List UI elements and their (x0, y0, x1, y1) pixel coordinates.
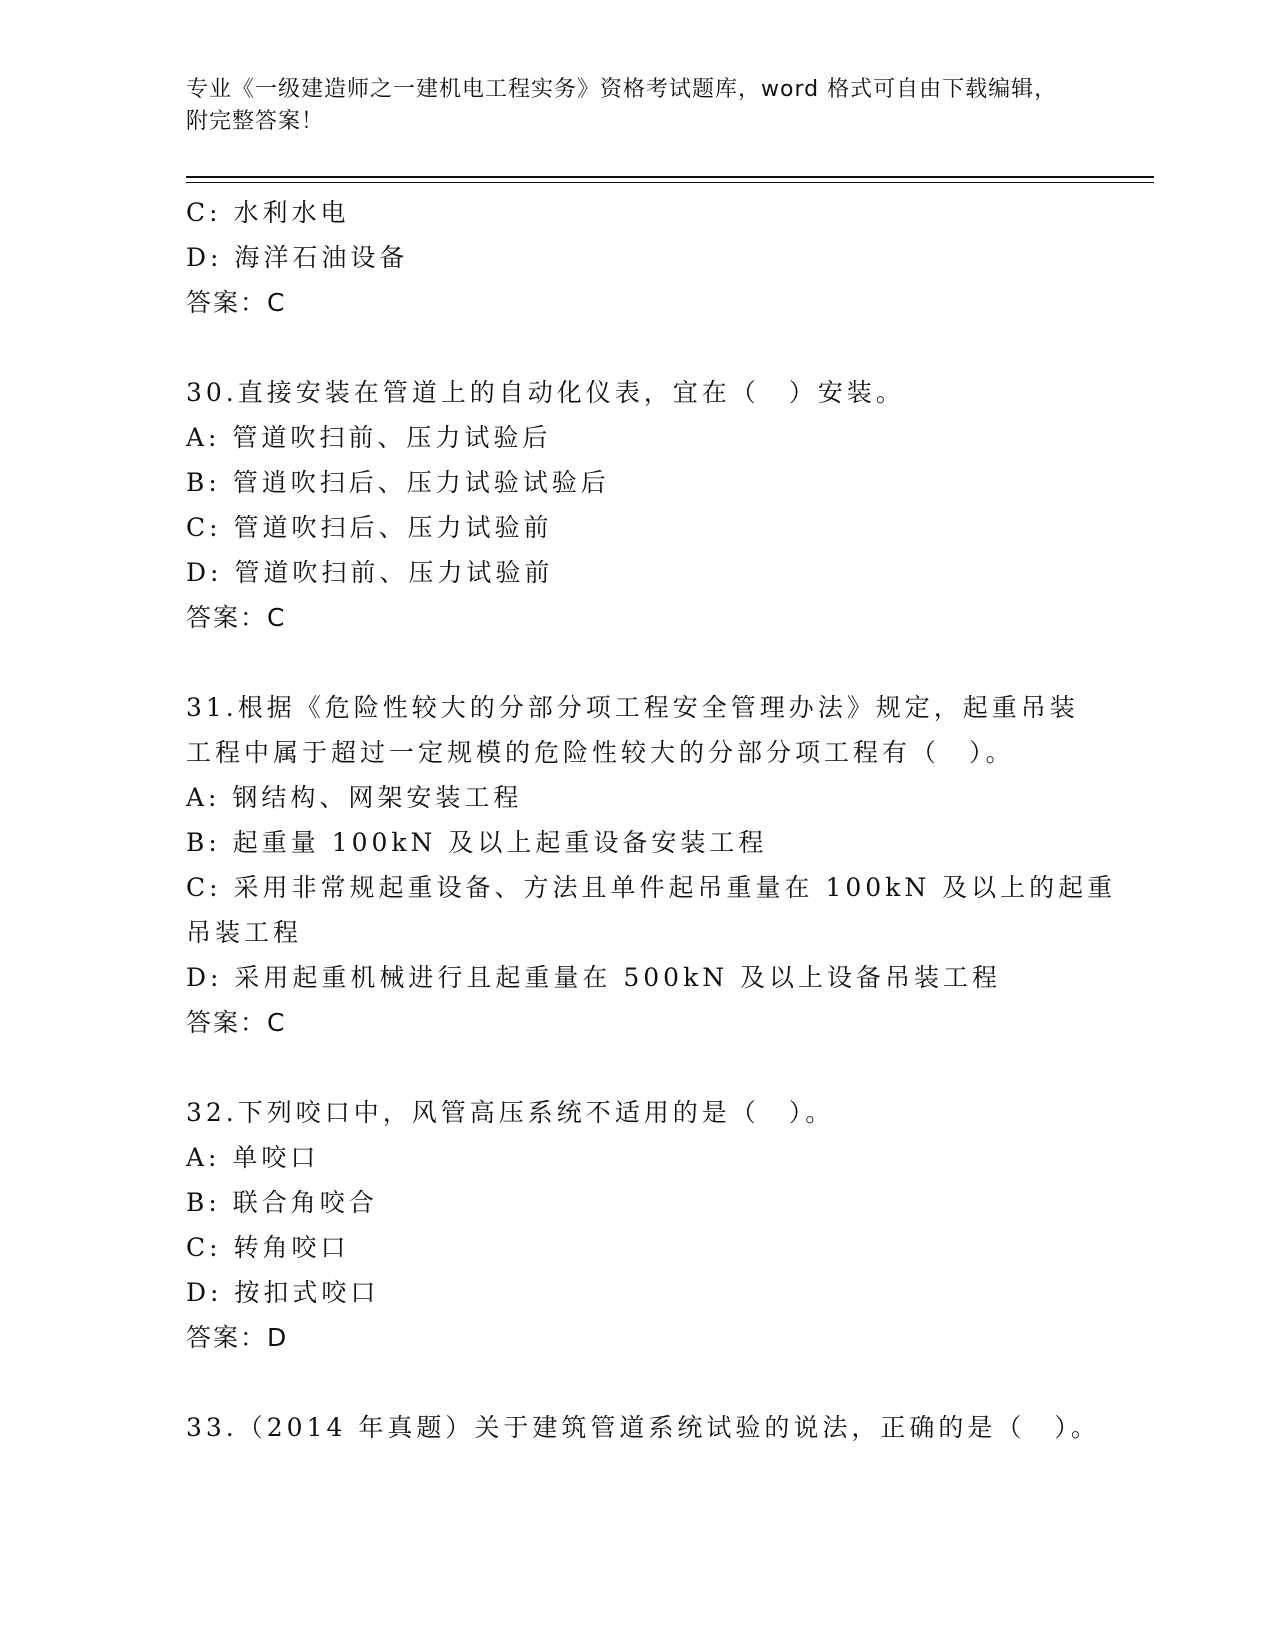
question-list (186, 190, 1117, 1450)
question-stem: 33.（2014 年真题）关于建筑管道系统试验的说法，正确的是（ ）。 (186, 1413, 1100, 1442)
option-c: C: 转角咬口 (186, 1233, 350, 1262)
option-d: D: 管道吹扫前、压力试验前 (186, 558, 554, 587)
spacer (186, 1045, 1086, 1090)
question-30 (186, 370, 1086, 640)
option-d: D: 海洋石油设备 (186, 243, 409, 272)
option-b: B: 起重量 100kN 及以上起重设备安装工程 (186, 828, 768, 857)
option-a: A: 钢结构、网架安装工程 (186, 783, 523, 812)
option-a: A: 管道吹扫前、压力试验后 (186, 423, 552, 452)
option-c-line-1: C: 采用非常规起重设备、方法且单件起吊重量在 100kN 及以上的起重 (186, 873, 1117, 902)
header-divider-thick (186, 176, 1154, 178)
option-d: D: 采用起重机械进行且起重量在 500kN 及以上设备吊装工程 (186, 963, 1002, 992)
question-31 (186, 685, 1117, 1045)
answer: 答案：C (186, 603, 287, 632)
header-divider-thin (186, 182, 1154, 183)
spacer (186, 325, 1086, 370)
answer: 答案：D (186, 1323, 289, 1352)
option-c: C: 水利水电 (186, 198, 350, 227)
option-c: C: 管道吹扫后、压力试验前 (186, 513, 553, 542)
option-d: D: 按扣式咬口 (186, 1278, 380, 1307)
question-32 (186, 1090, 1086, 1360)
question-stem-line-2: 工程中属于超过一定规模的危险性较大的分部分项工程有（ ）。 (186, 738, 1015, 767)
answer: 答案：C (186, 288, 287, 317)
question-33 (186, 1405, 1100, 1450)
question-stem: 30.直接安装在管道上的自动化仪表，宜在（ ）安装。 (186, 378, 905, 407)
spacer (186, 640, 1086, 685)
spacer (186, 1360, 1086, 1405)
option-a: A: 单咬口 (186, 1143, 320, 1172)
question-29-remainder (186, 190, 1086, 325)
answer: 答案：C (186, 1008, 287, 1037)
option-b: B: 联合角咬合 (186, 1188, 378, 1217)
question-stem: 32.下列咬口中，风管高压系统不适用的是（ ）。 (186, 1098, 835, 1127)
question-stem-line-1: 31.根据《危险性较大的分部分项工程安全管理办法》规定，起重吊装 (186, 693, 1079, 722)
option-c-line-2: 吊装工程 (186, 918, 303, 947)
page-header: 专业《一级建造师之一建机电工程实务》资格考试题库，word 格式可自由下载编辑，附完整答案！ (186, 77, 1058, 134)
option-b: B: 管逍吹扫后、压力试验试验后 (186, 468, 610, 497)
